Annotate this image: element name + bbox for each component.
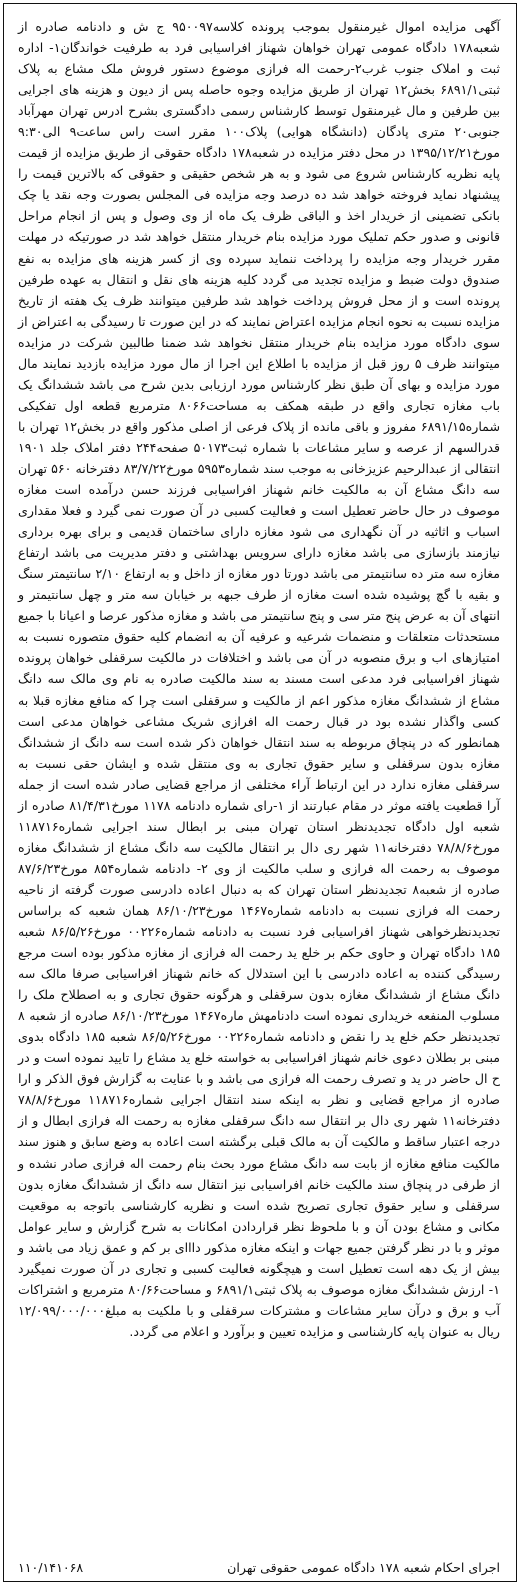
legal-notice (3, 3, 517, 1582)
issuer-name: اجرای احکام شعبه ۱۷۸ دادگاه عمومی حقوقی تهران (227, 1559, 500, 1575)
notice-footer (18, 1556, 500, 1578)
notice-body (4, 16, 516, 1342)
notice-text: آگهی مزایده اموال غیرمنقول بموجب پرونده کلاسه۹۵۰۰۹۷ ج ش و دادنامه صادره از شعبه۱۷۸ دادگاه عمومی تهران خواهان شهناز افراسیابی فرد به طرفیت خواندگان۱- اداره ثبت و املاک جنوب غرب۲-رحمت اله فرازی موضوع دستور فروش ملک مشاع به پلاک ثبتی۶۸۹۱/۱ بخش۱۲ تهران از طریق مزایده وجوه حاصله پس از دیون و هزینه های اجرایی بین طرفین و مال غیرمنقول توسط کارشناس رسمی دادگستری بشرح ادرس تهران مهرآباد جنوبی۲۰ متری پادگان (دانشگاه هوایی) پلاک۱۰۰ مقرر است راس ساعت۹ الی۹:۳۰ مورخ۱۳۹۵/۱۲/۲۱ در محل دفتر مزایده در شعبه۱۷۸ دادگاه حقوقی از طریق مزایده از قیمت پایه نظریه کارشناس شروع می شود و به هر شخص حقیقی و حقوقی که بالاترین قیمت را پیشنهاد نماید فروخته خواهد شد ده درصد وجه مزایده فی المجلس بصورت وجه نقد یا چک بانکی تضمینی از خریدار اخذ و الباقی ظرف یک ماه از وی وصول و پس از انجام مراحل قانونی و صدور حکم تملیک مورد مزایده بنام خریدار منتقل خواهد شد در صورتیکه در مهلت مقرر خریدار وجه مزایده را پرداخت ننماید سپرده وی از کسر هزینه های مزایده به نفع صندوق دولت ضبط و مزایده تجدید می گردد کلیه هزینه های نقل و انتقال به عهده طرفین پرونده است و از محل فروش پرداخت خواهد شد طرفین میتوانند ظرف یک هفته از تاریخ مزایده نسبت به نحوه انجام مزایده اعتراض نمایند که در این صورت تا رسیدگی به اعتراض از سوی دادگاه مورد مزایده بنام خریدار منتقل نخواهد شد ضمنا طالبین شرکت در مزایده میتوانند ظرف ۵ روز قبل از مزایده با اطلاع این اجرا از مال مورد مزایده بازدید نمایند مال مورد مزایده و بهای آن طبق نظر کارشناس مورد ارزیابی بدین شرح می باشد ششدانگ یک باب مغازه تجاری واقع در طبقه همکف به مساحت۸۰۶۶ مترمربع قطعه اول تفکیکی شماره۶۸۹۱/۱۵ مفروز و باقی مانده از پلاک فرعی از اصلی مذکور واقع در بخش۱۲ تهران با قدرالسهم از عرصه و سایر مشاعات با شماره ثبت۵۰۱۷۳ صفحه۲۴۴ دفتر املاک جلد ۱۹۰۱ انتقالی از عبدالرحیم عزیزخانی به موجب سند شماره۵۹۵۳ مورخ۸۳/۷/۲۲ دفترخانه ۵۶۰ تهران سه دانگ مشاع آن به مالکیت خانم شهناز افراسیابی فرزند حسن درآمده است مغازه موصوف در حال حاضر تعطیل است و فعالیت کسبی در آن صورت نمی گیرد و فعلا مقداری اسباب و اثاثیه در آن نگهداری می شود مغازه دارای ساختمان قدیمی و برای بهره برداری نیازمند بازسازی می باشد مغازه دارای سرویس بهداشتی و دفتر مدیریت می باشد ارتفاع مغازه سه متر ده سانتیمتر می باشد دورتا دور مغازه از داخل و به ارتفاع ۲/۱۰ سانتیمتر سنگ و بقیه با گچ پوشیده شده است مغازه از طرف جبهه بر خیابان سه متر و چهل سانتیمتر و انتهای آن به عرض پنج متر سی و پنج سانتیمتر می باشد و مغازه مذکور عرصا و اعیانا با جمیع مستحدثات متعلقات و منضمات شرعیه و عرفیه آن به انضمام کلیه حقوق متصوره نسبت به امتیازهای اب و برق منصوبه در آن می باشد و اختلافات در مالکیت سرقفلی خواهان پرونده شهناز افراسیابی فرد مدعی است مسند به سند مالکیت صادره به نام وی مالک سه دانگ مشاع از ششدانگ مغازه مذکور اعم از مالکیت و سرقفلی است چرا که منافع مغازه قبلا به کسی واگذار نشده بود در قبال رحمت اله افرازی شریک مشاعی خواهان مدعی است همانطور که در پنچاق مربوطه به سند انتقال خواهان ذکر شده است سه دانگ از ششدانگ مغازه بدون سرقفلی و سایر حقوق تجاری به وی منتقل شده و ایشان حقی نسبت به سرقفلی مغازه ندارد در این ارتباط آراء مختلفی از مراجع قضایی صادر شده است از جمله آرا قطعیت یافته موثر در مقام عبارتند از ۱-رای شماره دادنامه ۱۱۷۸ مورخ۸۱/۴/۳۱ صادره از شعبه اول دادگاه تجدیدنظر استان تهران مبنی بر ابطال سند اجرایی شماره۱۱۸۷۱۶ مورخ۷۸/۸/۶ دفترخانه۱۱ شهر ری دال بر انتقال مالکیت سه دانگ مشاع از ششدانگ مغازه موصوف به رحمت اله فرازی و سلب مالکیت از وی ۲- دادنامه شماره۸۵۴ مورخ۸۷/۶/۲۳ صادره از شعبه۸ تجدیدنظر استان تهران که به دنبال اعاده دادرسی صورت گرفته از ناحیه رحمت اله فرازی نسبت به دادنامه شماره۱۴۶۷ مورخ۸۶/۱۰/۲۳ همان شعبه که براساس تجدیدنظرخواهی شهناز افراسیابی فرد نسبت به دادنامه شماره۰۰۲۲۶ مورخ۸۶/۵/۲۶ شعبه ۱۸۵ دادگاه تهران و حاوی حکم بر خلع ید رحمت اله فرازی از مغازه مذکور بوده است مرجع رسیدگی کننده به اعاده دادرسی با این استدلال که خانم شهناز افراسیابی صرفا مالک سه دانگ مشاع از ششدانگ مغازه بدون سرقفلی و هرگونه حقوق تجاری و به اصطلاح ملک را مسلوب المنفعه خریداری نموده است دادنامهش ماره۱۴۶۷ مورخ۸۶/۱۰/۲۳ صادره از شعبه ۸ تجدیدنظر حکم خلع ید را نقض و دادنامه شماره۰۰۲۲۶ مورخ۸۶/۵/۲۶ شعبه ۱۸۵ دادگاه بدوی مبنی بر بطلان دعوی خانم شهناز افراسیابی به خواسته خلع ید مشاع را تایید نموده است و در ح ال حاضر در ید و تصرف رحمت اله فرازی می باشد و با عنایت به گزارش فوق الذکر و ارا صادره از مراجع قضایی و نظر به اینکه سند انتقال اجرایی شماره۱۱۸۷۱۶ مورخ۷۸/۸/۶ دفترخانه۱۱ شهر ری دال بر انتقال سه دانگ سرقفلی مغازه به رحمت اله فرازی ابطال و از درجه اعتبار ساقط و مالکیت آن به مالک قبلی برگشته است اعاده به وضع سابق و هنوز سند مالکیت منافع مغازه از بابت سه دانگ مشاع مورد بحث بنام رحمت اله فرازی صادر نشده و از طرفی در پنچاق سند مالکیت خانم افراسیابی نیز انتقال سه دانگ از ششدانگ مغازه بدون سرقفلی و سایر حقوق تجاری تصریح شده است و نظریه کارشناسی باتوجه به موقعیت مکانی و مشاع بودن آن و با ملحوظ نظر قراردادن امکانات به شرح گزارش و سایر عوامل موثر و با در نظر گرفتن جمیع جهات و اینکه مغازه مذکور دااای بر کم و عمق زیاد می باشد و بیش از یک دهه است تعطیل است و هیچگونه فعالیت کسبی و تجاری در آن صورت نمیگیرد ۱- ارزش ششدانگ مغازه موصوف به پلاک ثبتی۶۸۹۱/۱ و مساحت۸۰/۶۶ مترمربع و اشتراکات آب و برق و درآن سایر مشاعات و مشترکات سرقفلی و با ملکیت به مبلغ۱۲/۰۹۹/۰۰۰/۰۰۰ ریال به عنوان پایه کارشناسی و مزایده تعیین و برآورد و اعلام می گردد. (18, 19, 501, 1339)
notice-code: ۱۱۰/۱۴۱۰۶۸ (18, 1559, 84, 1575)
